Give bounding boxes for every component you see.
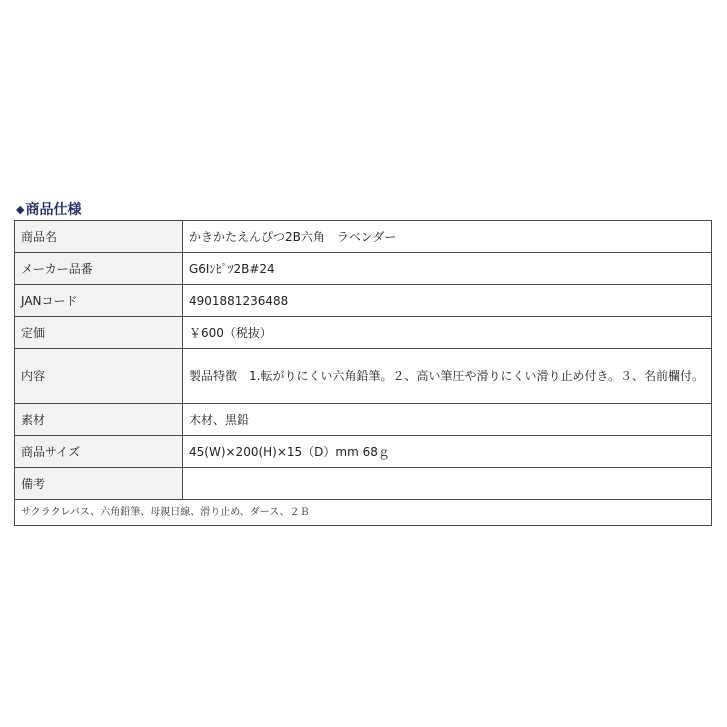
value-remarks [183, 468, 712, 500]
table-row-jan-code [15, 285, 712, 317]
section-title-text: 商品仕様 [25, 202, 82, 218]
tags-text: サクラクレパス、六角鉛筆、母親日線、滑り止め、ダース、２Ｂ [15, 500, 712, 526]
spec-table [14, 220, 712, 526]
value-material: 木材、黒鉛 [183, 404, 712, 436]
label-jan-code: JANコード [15, 285, 183, 317]
label-material: 素材 [15, 404, 183, 436]
value-list-price: ￥600（税抜） [183, 317, 712, 349]
table-row-maker-code [15, 253, 712, 285]
value-product-name: かきかたえんぴつ2B六角 ラベンダー [183, 221, 712, 253]
value-jan-code: 4901881236488 [183, 285, 712, 317]
label-contents: 内容 [15, 349, 183, 404]
table-row-remarks [15, 468, 712, 500]
label-list-price: 定価 [15, 317, 183, 349]
table-row-material [15, 404, 712, 436]
product-spec-section [14, 200, 712, 526]
table-row-tags [15, 500, 712, 526]
table-row-product-name [15, 221, 712, 253]
diamond-icon: ◆ [16, 203, 25, 216]
label-remarks: 備考 [15, 468, 183, 500]
label-maker-code: メーカー品番 [15, 253, 183, 285]
table-row-contents [15, 349, 712, 404]
value-size: 45(W)×200(H)×15（D）mm 68ｇ [183, 436, 712, 468]
label-size: 商品サイズ [15, 436, 183, 468]
value-contents: 製品特徴 1.転がりにくい六角鉛筆。２、高い筆圧や滑りにくい滑り止め付き。３、名前欄付。 [183, 349, 712, 404]
value-maker-code: G6Iﾝﾋﾟﾂ2B#24 [183, 253, 712, 285]
section-heading [14, 200, 712, 220]
table-row-list-price [15, 317, 712, 349]
label-product-name: 商品名 [15, 221, 183, 253]
table-row-size [15, 436, 712, 468]
